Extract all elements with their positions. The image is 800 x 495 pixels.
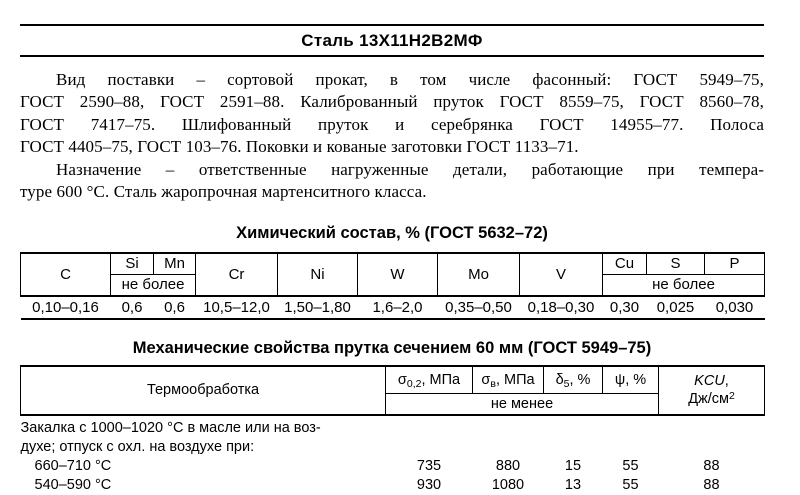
chem-value-ni: 1,50–1,80 xyxy=(284,299,351,317)
chem-value-mn: 0,6 xyxy=(164,299,185,317)
chem-value-p: 0,030 xyxy=(715,299,754,317)
chem-col-header-s: S xyxy=(647,253,705,275)
chem-values-row xyxy=(21,296,765,319)
cell-psi xyxy=(603,438,659,457)
paragraph-delivery xyxy=(20,69,764,159)
chem-col-header-si: Si xyxy=(111,253,154,275)
title-rule-bottom xyxy=(20,55,764,57)
paragraph-line: ГОСТ 7417–75. Шлифованный пруток и серебрянка ГОСТ 14955–77. Полоса xyxy=(20,114,764,134)
treatment-text: духе; отпуск с охл. на воздухе при: xyxy=(20,438,255,455)
chem-col-header-mn: Mn xyxy=(154,253,196,275)
chem-value-w: 1,6–2,0 xyxy=(372,299,423,317)
cell-sigmav: 1080 xyxy=(491,476,525,493)
mech-row-660-710 xyxy=(21,457,765,476)
mech-properties-heading: Механические свойства прутка сечением 60 мм (ГОСТ 5949–75) xyxy=(132,338,652,357)
cell-psi: 55 xyxy=(622,457,639,474)
cell-sigmav: 880 xyxy=(495,457,521,474)
page-title: Сталь 13Х11Н2В2МФ xyxy=(301,31,483,50)
treatment-text: 540–590 °С xyxy=(34,476,112,493)
cell-sigma02: 735 xyxy=(416,457,442,474)
cell-sigmav xyxy=(473,415,544,438)
mech-col-header-sigma02: $\sigma_{0,2}$, МПа xyxy=(386,366,473,394)
cell-kcu xyxy=(659,415,765,438)
mech-col-header-kcu: KCU, $Дж/см^2$ xyxy=(659,366,765,415)
cell-sigma02 xyxy=(386,415,473,438)
chem-value-cr: 10,5–12,0 xyxy=(203,299,270,317)
mech-col-header-treatment: Термообработка xyxy=(21,366,386,415)
chem-col-header-cu: Cu xyxy=(603,253,647,275)
chem-value-s: 0,025 xyxy=(656,299,695,317)
mech-row-treatment-line1 xyxy=(21,415,765,438)
chem-col-header-mo: Mo xyxy=(438,253,520,296)
chem-col-header-w: W xyxy=(358,253,438,296)
cell-psi xyxy=(603,415,659,438)
chem-col-header-cr: Cr xyxy=(196,253,278,296)
cell-delta5 xyxy=(544,415,603,438)
mech-row-540-590 xyxy=(21,476,765,495)
chem-value-si: 0,6 xyxy=(121,299,143,317)
cell-delta5: 15 xyxy=(564,457,582,474)
treatment-text: Закалка с 1000–1020 °С в масле или на воз- xyxy=(20,419,321,436)
treatment-text: 660–710 °С xyxy=(34,457,112,474)
chem-col-header-v: V xyxy=(520,253,603,296)
chem-col-header-c: C xyxy=(21,253,111,296)
paragraph-line: Вид поставки – сортовой прокат, в том числе фасонный: ГОСТ 5949–75, xyxy=(56,70,764,89)
chem-value-v: 0,18–0,30 xyxy=(527,299,595,317)
cell-kcu xyxy=(659,438,765,457)
chem-ne-bolee-si-mn: не более xyxy=(111,274,196,296)
chem-composition-table xyxy=(20,252,765,320)
cell-delta5: 13 xyxy=(564,476,582,493)
chem-ne-bolee-cu-s-p: не более xyxy=(603,274,765,296)
cell-delta5 xyxy=(544,438,603,457)
cell-psi: 55 xyxy=(622,476,639,493)
mech-col-header-sigmav: $\sigma_в$, МПа xyxy=(473,366,544,394)
cell-sigma02: 930 xyxy=(416,476,442,493)
cell-kcu: 88 xyxy=(703,476,720,493)
cell-kcu: 88 xyxy=(703,457,720,474)
chem-col-header-ni: Ni xyxy=(278,253,358,296)
mech-row-treatment-line2 xyxy=(21,438,765,457)
paragraph-line: туре 600 °С. Сталь жаропрочная мартенситного класса. xyxy=(20,182,427,202)
cell-sigmav xyxy=(473,438,544,457)
paragraph-purpose xyxy=(20,159,764,204)
paragraph-line: ГОСТ 4405–75, ГОСТ 103–76. Поковки и кованые заготовки ГОСТ 1133–71. xyxy=(20,137,579,157)
mech-col-header-delta5: $\delta_5$, % xyxy=(544,366,603,394)
chem-value-mo: 0,35–0,50 xyxy=(445,299,512,317)
mech-properties-table xyxy=(20,365,765,495)
chem-value-c: 0,10–0,16 xyxy=(32,299,99,317)
cell-sigma02 xyxy=(386,438,473,457)
chem-composition-heading: Химический состав, % (ГОСТ 5632–72) xyxy=(236,224,548,243)
mech-col-header-psi: ψ, % xyxy=(603,366,659,394)
paragraph-line: Назначение – ответственные нагруженные детали, работающие при темпера- xyxy=(56,159,764,179)
paragraph-line: ГОСТ 2590–88, ГОСТ 2591–88. Калиброванный пруток ГОСТ 8559–75, ГОСТ 8560–78, xyxy=(20,92,764,112)
chem-col-header-p: P xyxy=(705,253,765,275)
mech-ne-menee: не менее xyxy=(386,393,659,415)
chem-value-cu: 0,30 xyxy=(609,299,640,317)
